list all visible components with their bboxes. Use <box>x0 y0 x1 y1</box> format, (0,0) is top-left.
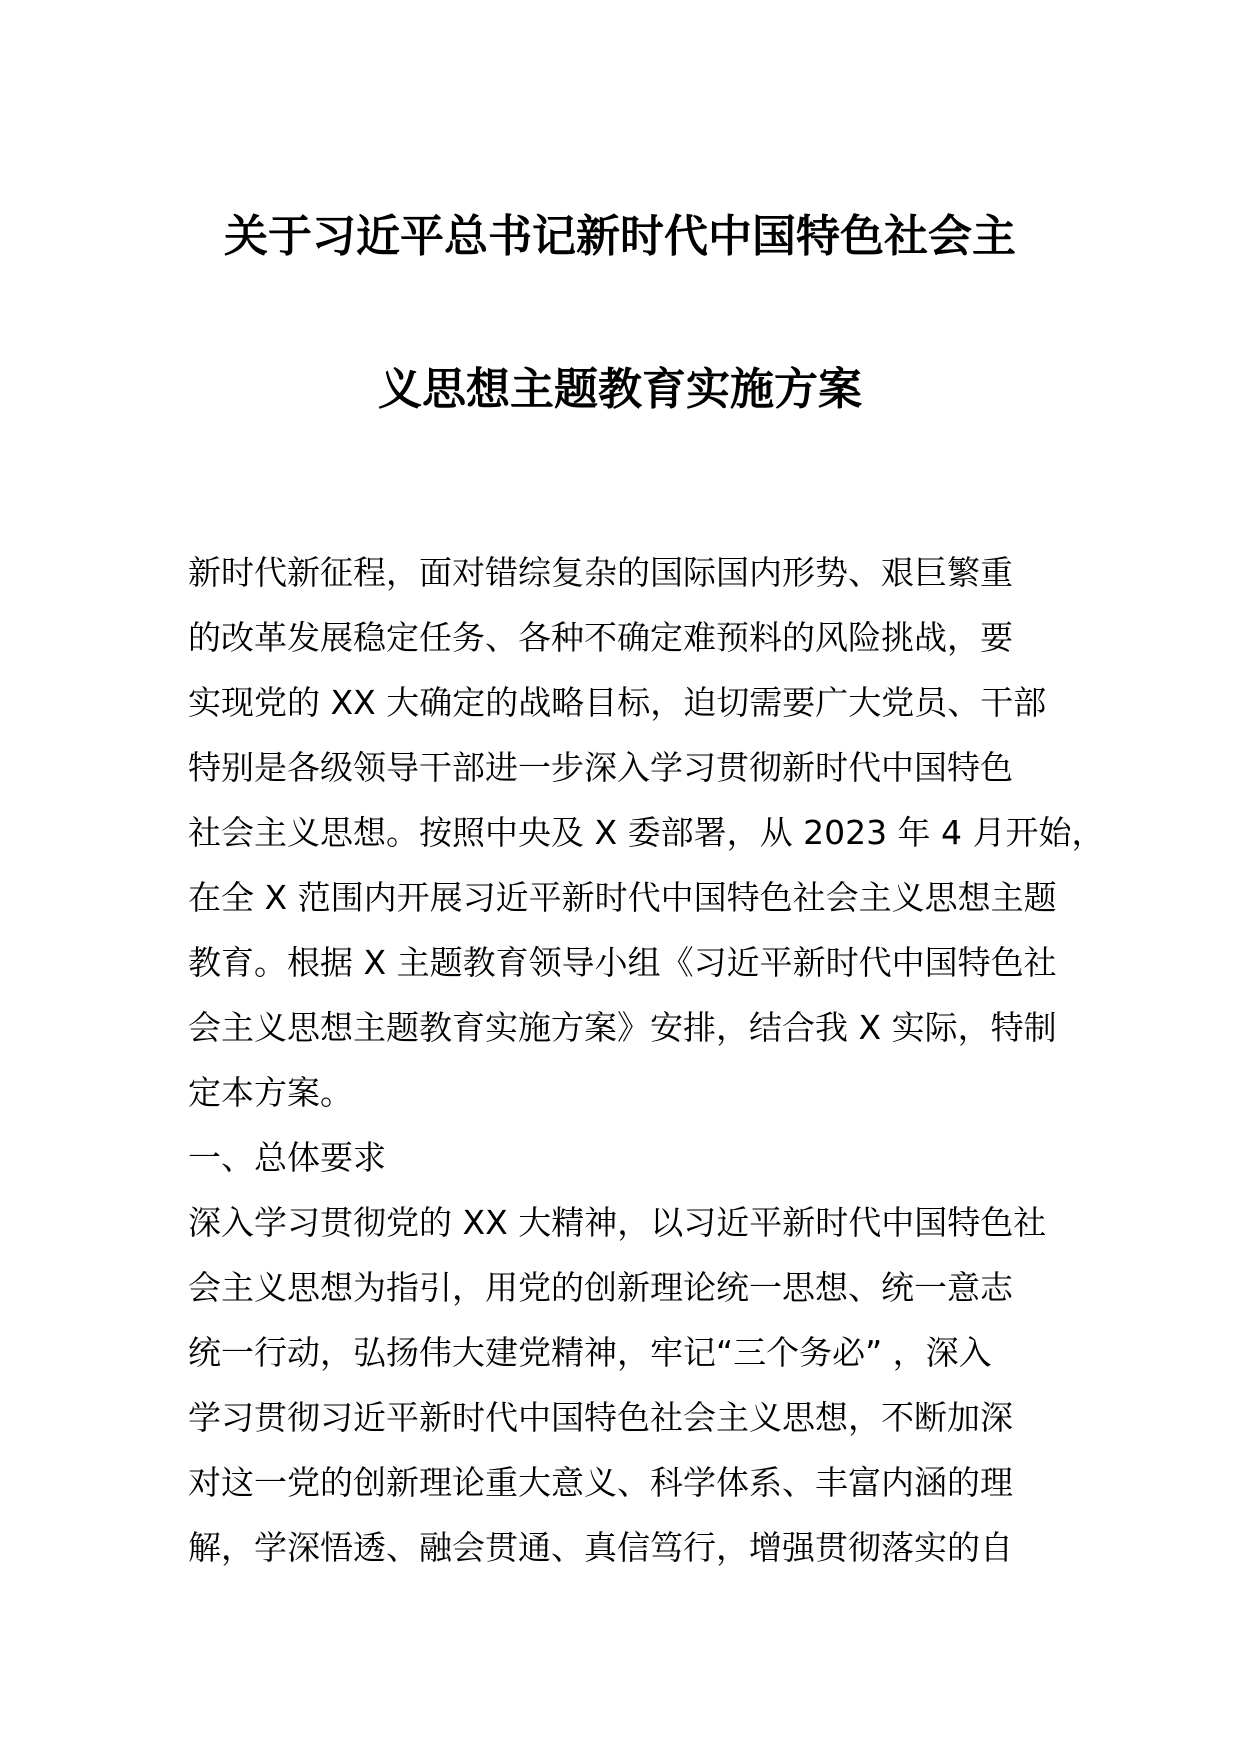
paragraph-line: 解，学深悟透、融会贯通、真信笃行，增强贯彻落实的自 <box>188 1528 1013 1567</box>
section-heading-text: 一、总体要求 <box>188 1138 386 1177</box>
paragraph-line: 教育。根据 X 主题教育领导小组《习近平新时代中国特色社 <box>188 943 1057 982</box>
requirements-paragraph <box>188 1190 1068 1580</box>
paragraph-line: 在全 X 范围内开展习近平新时代中国特色社会主义思想主题 <box>188 878 1057 917</box>
document-title-line-1: 关于习近平总书记新时代中国特色社会主 <box>224 211 1016 262</box>
paragraph-line: 会主义思想主题教育实施方案》安排，结合我 X 实际，特制 <box>188 1008 1057 1047</box>
paragraph-line: 的改革发展稳定任务、各种不确定难预料的风险挑战，要 <box>188 618 1013 657</box>
paragraph-line: 学习贯彻习近平新时代中国特色社会主义思想，不断加深 <box>188 1398 1013 1437</box>
paragraph-line: 会主义思想为指引，用党的创新理论统一思想、统一意志 <box>188 1268 1013 1307</box>
intro-paragraph <box>188 540 1105 1125</box>
paragraph-line: 社会主义思想。按照中央及 X 委部署，从 2023 年 4 月开始， <box>188 813 1105 852</box>
paragraph-line: 定本方案。 <box>188 1073 353 1112</box>
document-title-line-2: 义思想主题教育实施方案 <box>378 364 862 415</box>
section-heading <box>188 1125 1068 1190</box>
paragraph-line: 新时代新征程，面对错综复杂的国际国内形势、艰巨繁重 <box>188 553 1013 592</box>
paragraph-line: 对这一党的创新理论重大意义、科学体系、丰富内涵的理 <box>188 1463 1013 1502</box>
paragraph-line: 深入学习贯彻党的 XX 大精神，以习近平新时代中国特色社 <box>188 1203 1047 1242</box>
paragraph-line: 实现党的 XX 大确定的战略目标，迫切需要广大党员、干部 <box>188 683 1047 722</box>
paragraph-line: 统一行动，弘扬伟大建党精神，牢记“三个务必” ，深入 <box>188 1333 992 1372</box>
paragraph-line: 特别是各级领导干部进一步深入学习贯彻新时代中国特色 <box>188 748 1013 787</box>
